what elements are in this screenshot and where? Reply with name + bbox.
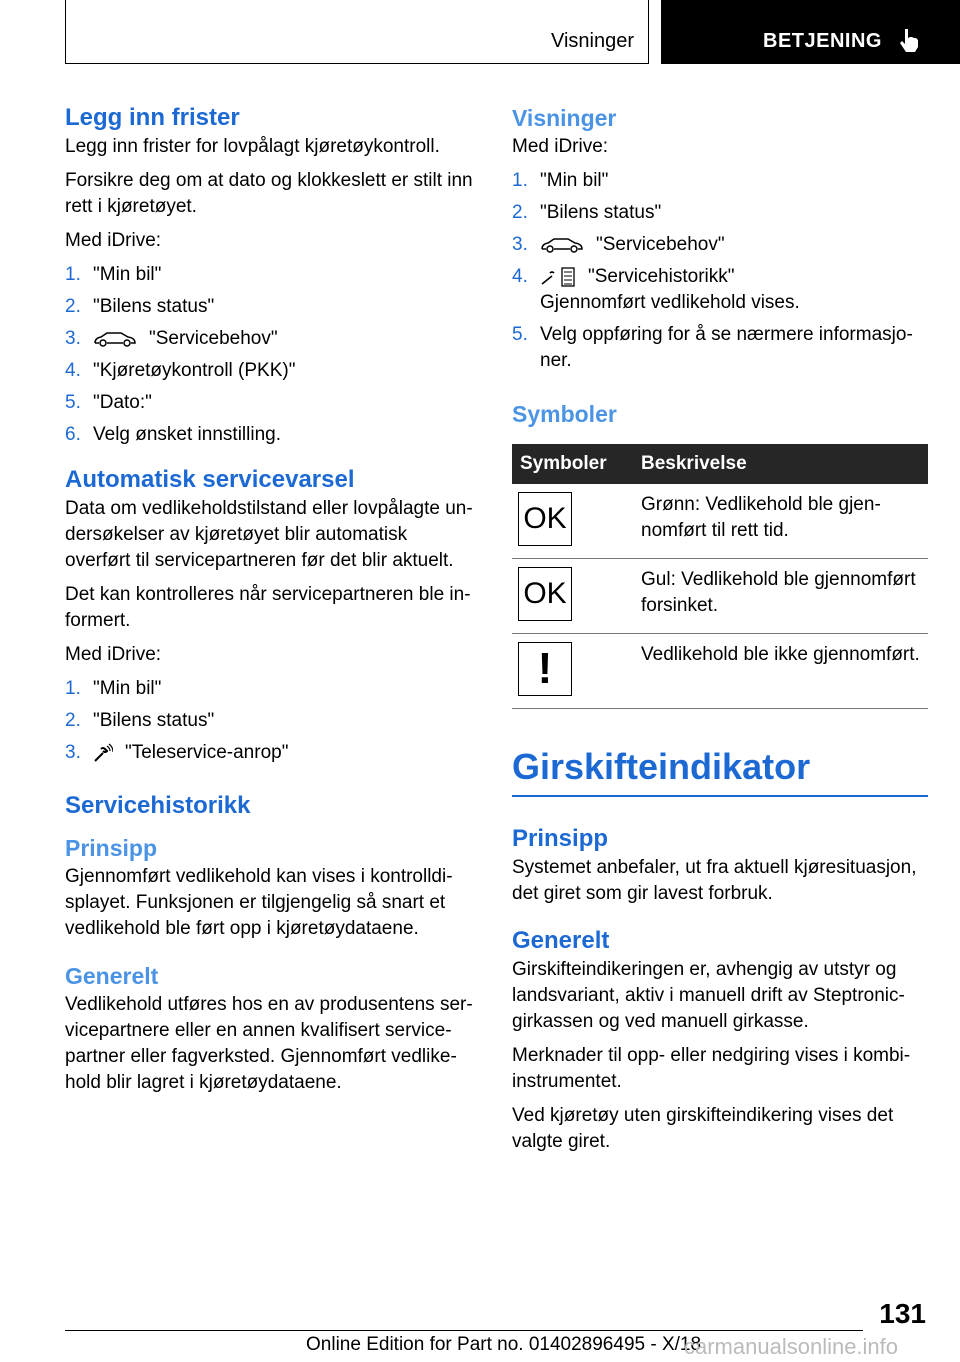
gear-indicator-heading: Girskifteindikator [512,745,928,797]
visninger-steps [512,168,928,374]
history-prinsipp-heading: Prinsipp [65,835,158,861]
table-cell-description: Vedlikehold ble ikke gjennomført. [633,634,928,709]
legg-inn-heading: Legg inn frister [65,104,240,131]
auto-service-heading: Automatisk servicevarsel [65,466,355,493]
step4-note: Gjennomført vedlikehold vises. [540,292,800,313]
auto-service-steps [65,676,476,766]
header-section-title: Visninger [550,30,634,52]
list-item: 3. "Servicebehov" [512,234,725,255]
symbols-table [512,444,928,709]
gir-prinsipp-heading: Prinsipp [512,825,609,852]
gir-generelt-text-1: Girskifteindikeringen er, avhengig av utstyr og landsvariant, aktiv i manuell drift av Steptronic-girkassen og ved manuell girkasse. [512,959,905,1032]
header-section-tab [65,0,649,64]
auto-service-text-3: Med iDrive: [65,644,162,665]
gir-generelt-heading: Generelt [512,927,610,954]
gir-generelt-text-2: Merknader til opp- eller nedgiring vises i kombiinstrumentet. [512,1045,911,1092]
legg-inn-text-3: Med iDrive: [65,230,162,251]
auto-service-text-2: Det kan kontrolleres når servicepartneren ble informert. [65,584,471,631]
header-chapter-tab [661,0,960,64]
legg-inn-text-2: Forsikre deg om at dato og klokkeslett er stilt inn rett i kjøretøyet. [65,170,473,217]
auto-service-text-1: Data om vedlikeholdstilstand eller lovpålagte undersøkelser av kjøretøyet blir automatisk overført til servicepartneren før det blir aktuelt. [65,498,473,571]
history-generelt-text: Vedlikehold utføres hos en av produsentens servicepartnere eller en annen kvalifisert servicepartner eller fagverksted. Gjennomført vedlikehold blir lagret i kjøretøydataene. [65,994,473,1093]
list-item: 3. "Teleservice-anrop" [65,742,289,763]
table-row [512,559,928,634]
service-history-icon [540,266,576,288]
legg-inn-steps [65,262,476,448]
list-item: 1. "Min bil" [65,264,162,285]
list-item: 4. "Kjøretøykontroll (PKK)" [65,360,296,381]
history-generelt-heading: Generelt [65,963,159,989]
page-number: 131 [879,1298,926,1329]
footer-divider [65,1330,863,1331]
car-service-icon [93,331,137,347]
table-cell-description: Grønn: Vedlikehold ble gjennomført til rett tid. [633,484,928,559]
ok-symbol-icon: OK [518,567,572,621]
list-item: 5. "Dato:" [65,392,152,413]
left-column [65,102,476,1104]
table-header-description: Beskrivelse [633,444,928,484]
pointing-hand-icon [897,27,921,53]
visninger-heading: Visninger [512,105,617,131]
history-prinsipp-text: Gjennomført vedlikehold kan vises i kontrolldisplayet. Funksjonen er tilgjengelig så snart et vedlikehold ble ført opp i kjøretøydataene. [65,866,453,939]
table-header-row [512,444,928,484]
ok-symbol-icon: OK [518,492,572,546]
exclamation-symbol-icon: ! [518,642,572,696]
table-row [512,634,928,709]
list-item: 2. "Bilens status" [512,202,662,223]
list-item: 2. "Bilens status" [65,296,215,317]
list-item: 2. "Bilens status" [65,710,215,731]
teleservice-wrench-icon [93,743,113,763]
table-row [512,484,928,559]
legg-inn-text-1: Legg inn frister for lovpålagt kjøretøykontroll. [65,136,440,157]
table-cell-description: Gul: Vedlikehold ble gjennomført forsinket. [633,559,928,634]
service-history-heading: Servicehistorikk [65,792,251,819]
symboler-heading: Symboler [512,401,617,427]
list-item: 1. "Min bil" [65,678,162,699]
table-header-symbols: Symboler [512,444,633,484]
list-item: 6. Velg ønsket innstilling. [65,424,281,445]
car-service-icon [540,237,584,253]
right-column [512,102,928,1163]
visninger-text: Med iDrive: [512,136,609,157]
list-item: 4. "Servicehistorikk" Gjennomført vedlikehold vises. [512,266,800,313]
gir-generelt-text-3: Ved kjøretøy uten girskifteindikering vises det valgte giret. [512,1105,894,1152]
list-item: 1. "Min bil" [512,170,609,191]
edition-text: Online Edition for Part no. 01402896495 - X/18 [306,1334,702,1355]
gir-prinsipp-text: Systemet anbefaler, ut fra aktuell kjøresituasjon, det giret som gir lavest forbruk. [512,857,917,904]
list-item: 3. "Servicebehov" [65,328,278,349]
list-item: 5. Velg oppføring for å se nærmere informasjoner. [512,324,913,371]
watermark-text: carmanualsonline.info [684,1334,899,1359]
header-chapter-title: BETJENING [763,30,882,52]
